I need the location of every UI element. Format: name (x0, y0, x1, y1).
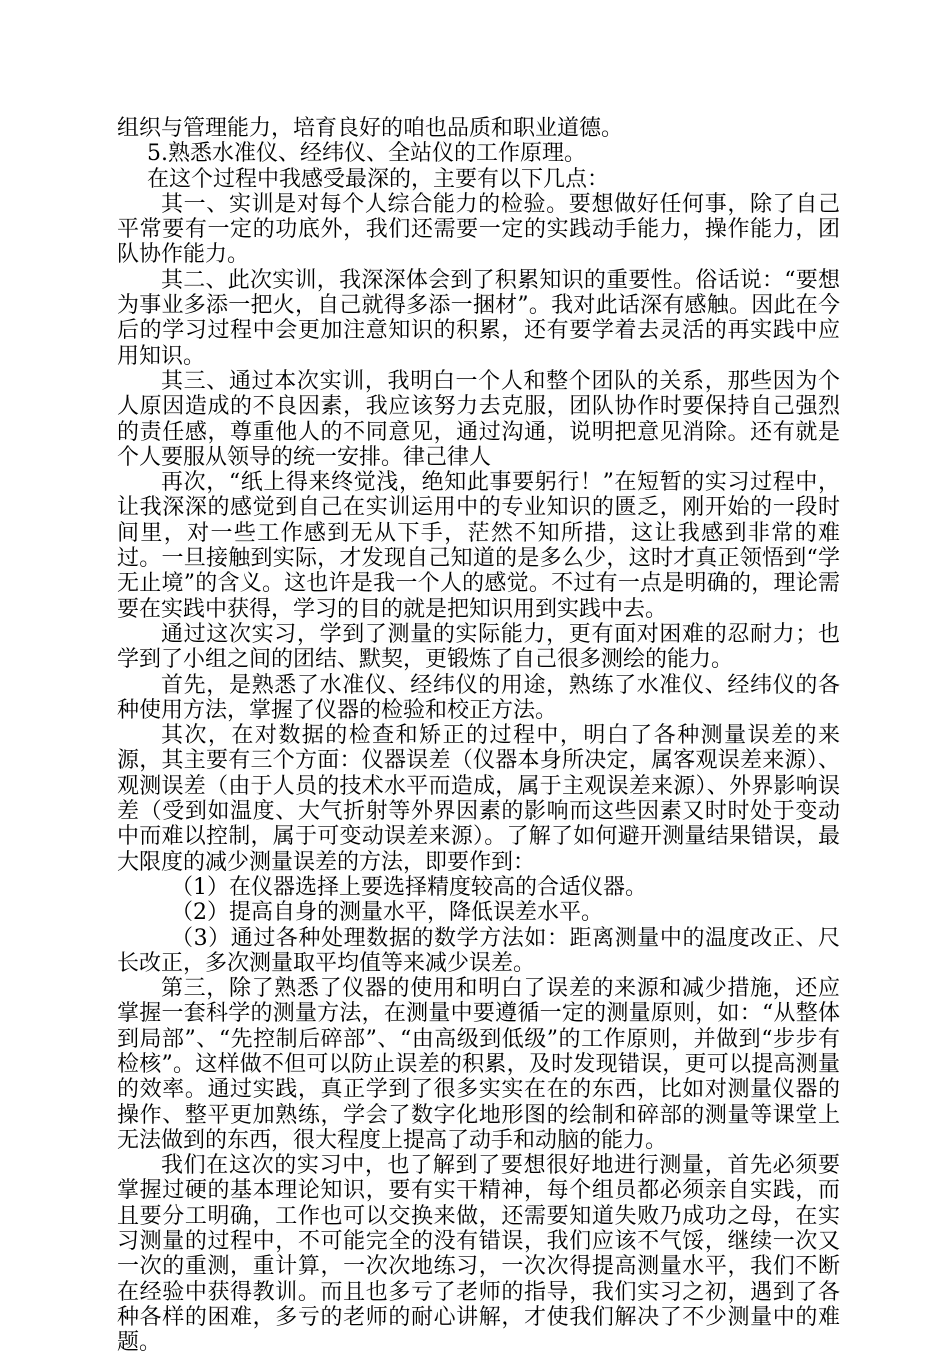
paragraph: 第三，除了熟悉了仪器的使用和明白了误差的来源和减少措施，还应掌握一套科学的测量方法，在测量中要遵循一定的测量原则，如：“从整体到局部”、“先控制后碎部”、“由高级到低级”的工作原则，并做到“步步有检核”。这样做不但可以防止误差的积累，及时发现错误，更可以提高测量的效率。通过实践，真正学到了很多实实在在的东西，比如对测量仪器的操作、整平更加熟练，学会了数字化地形图的绘制和碎部的测量等课堂上无法做到的东西，很大程度上提高了动手和动脑的能力。 (117, 976, 840, 1153)
paragraph: 通过这次实习，学到了测量的实际能力，更有面对困难的忍耐力；也学到了小组之间的团结、默契，更锻炼了自己很多测绘的能力。 (117, 621, 840, 673)
paragraph: （2）提高自身的测量水平，降低误差水平。 (171, 900, 603, 926)
paragraph: 再次，“纸上得来终觉浅，绝知此事要躬行！”在短暂的实习过程中，让我深深的感觉到自己在实训运用中的专业知识的匮乏，刚开始的一段时间里，对一些工作感到无从下手，茫然不知所措，这让我感到非常的难过。一旦接触到实际，才发现自己知道的是多么少，这时才真正领悟到“学无止境”的含义。这也许是我一个人的感觉。不过有一点是明确的，理论需要在实践中获得，学习的目的就是把知识用到实践中去。 (117, 470, 840, 622)
paragraph: 我们在这次的实习中，也了解到了要想很好地进行测量，首先必须要掌握过硬的基本理论知识，要有实干精神，每个组员都必须亲自实践，而且要分工明确，工作也可以交换来做，还需要知道失败乃成功之母，在实习测量的过程中，不可能完全的没有错误，我们应该不气馁，继续一次又一次的重测，重计算，一次次地练习，一次次得提高测量水平，我们不断在经验中获得教训。而且也多亏了老师的指导，我们实习之初，遇到了各种各样的困难，多亏的老师的耐心讲解，才使我们解决了不少测量中的难题。 (117, 1153, 840, 1356)
paragraph: 其二、此次实训，我深深体会到了积累知识的重要性。俗话说：“要想为事业多添一把火，自己就得多添一捆材”。我对此话深有感触。因此在今后的学习过程中会更加注意知识的积累，还有要学着去灵活的再实践中应用知识。 (117, 267, 840, 369)
paragraph: （3）通过各种处理数据的数学方法如：距离测量中的温度改正、尺长改正，多次测量取平均值等来减少误差。 (117, 925, 840, 976)
paragraph: 其一、实训是对每个人综合能力的检验。要想做好任何事，除了自己平常要有一定的功底外，我们还需要一定的实践动手能力，操作能力，团队协作能力。 (117, 191, 840, 268)
paragraph: 在这个过程中我感受最深的，主要有以下几点： (147, 166, 610, 192)
paragraph: 其三、通过本次实训，我明白一个人和整个团队的关系，那些因为个人原因造成的不良因素，我应该努力去克服，团队协作时要保持自己强烈的责任感，尊重他人的不同意见，通过沟通，说明把意见消除。还有就是个人要服从领导的统一安排。律己律人 (117, 368, 840, 470)
paragraph: （1）在仪器选择上要选择精度较高的合适仪器。 (171, 874, 647, 900)
paragraph: 5.熟悉水准仪、经纬仪、全站仪的工作原理。 (147, 141, 586, 167)
document-body (117, 116, 840, 1356)
paragraph: 首先，是熟悉了水准仪、经纬仪的用途，熟练了水准仪、经纬仪的各种使用方法，掌握了仪器的检验和校正方法。 (117, 672, 840, 723)
paragraph: 组织与管理能力，培育良好的咱也品质和职业道德。 (117, 116, 624, 141)
paragraph: 其次，在对数据的检查和矫正的过程中，明白了各种测量误差的来源，其主要有三个方面：仪器误差（仪器本身所决定，属客观误差来源）、观测误差（由于人员的技术水平而造成，属于主观误差来源）、外界影响误差（受到如温度、大气折射等外界因素的影响而这些因素又时时处于变动中而难以控制，属于可变动误差来源）。了解了如何避开测量结果错误，最大限度的减少测量误差的方法，即要作到： (117, 723, 840, 875)
